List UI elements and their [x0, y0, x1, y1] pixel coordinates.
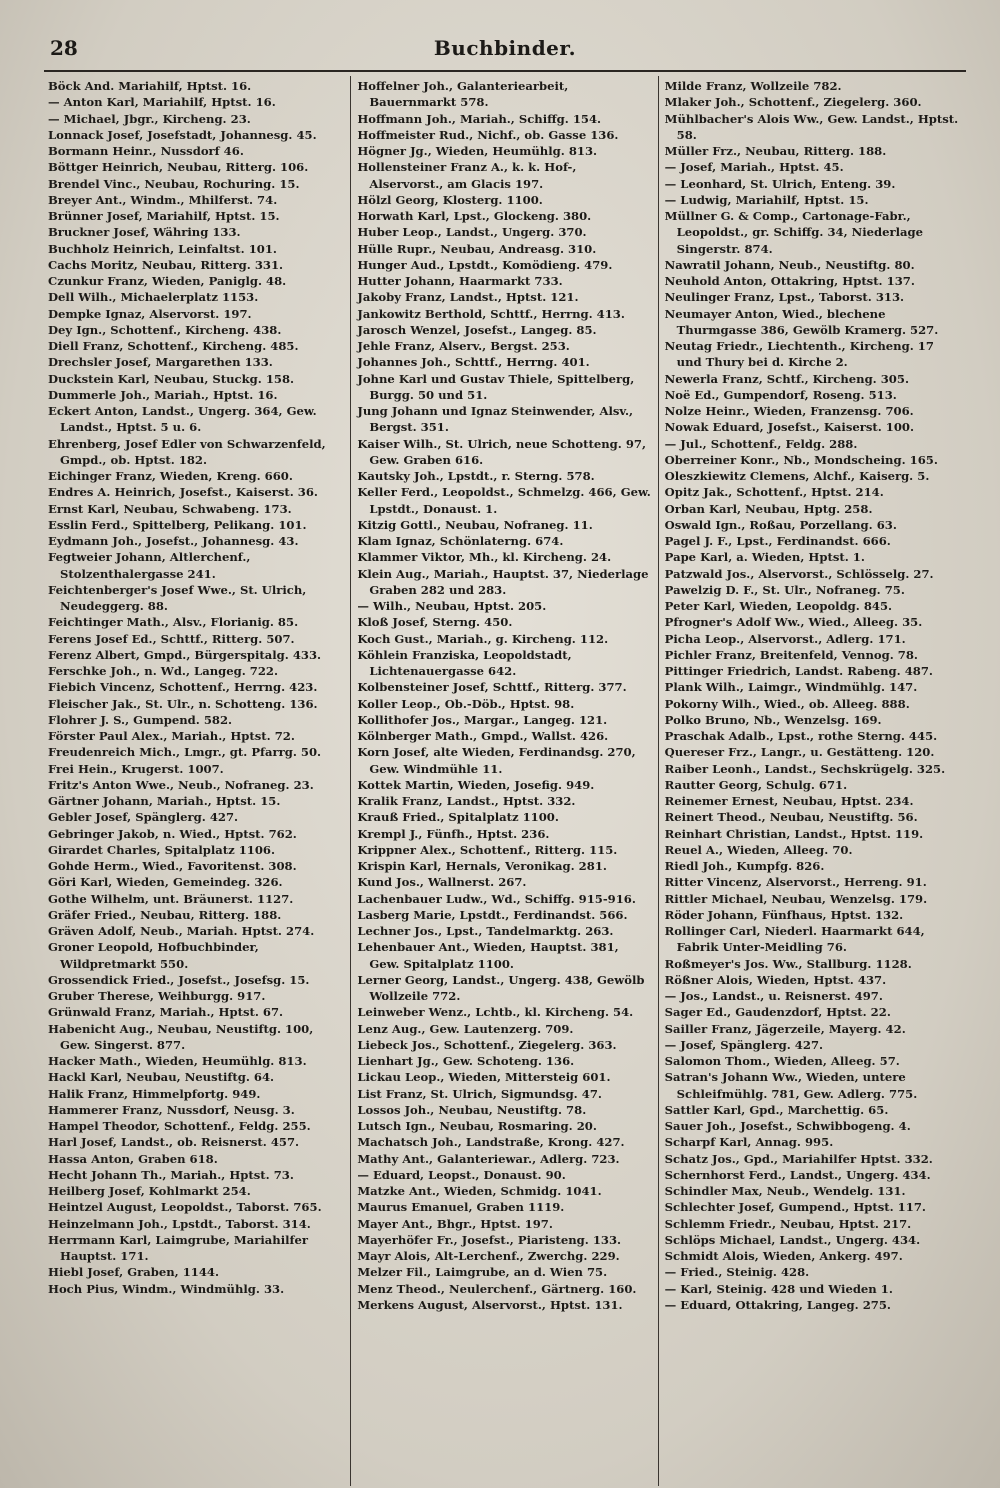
directory-entry: Fiebich Vincenz, Schottenf., Herrng. 423.: [48, 680, 318, 695]
directory-entry: Feichtinger Math., Alsv., Florianig. 85.: [48, 615, 299, 630]
directory-entry: Krippner Alex., Schottenf., Ritterg. 115.: [357, 842, 618, 857]
directory-entry: Merkens August, Alservorst., Hptst. 131.: [357, 1297, 623, 1312]
directory-entry: Johne Karl und Gustav Thiele, Spittelberg, Burgg. 50 und 51.: [357, 371, 635, 402]
directory-entry: Buchholz Heinrich, Leinfaltst. 101.: [48, 241, 277, 256]
directory-entry: Pagel J. F., Lpst., Ferdinandst. 666.: [664, 534, 891, 548]
directory-entry: Krempl J., Fünfh., Hptst. 236.: [357, 826, 550, 841]
directory-entry: Kloß Josef, Sterng. 450.: [357, 615, 513, 630]
directory-entry: Hoffelner Joh., Galanteriearbeit, Bauernmarkt 578.: [357, 79, 569, 110]
directory-entry: Neumayer Anton, Wied., blechene Thurmgasse 386, Gewölb Kramerg. 527.: [664, 306, 939, 337]
directory-entry: Koch Gust., Mariah., g. Kircheng. 112.: [357, 631, 609, 646]
directory-entry: Heinzelmann Joh., Lpstdt., Taborst. 314.: [48, 1216, 311, 1231]
directory-entry: Lutsch Ign., Neubau, Rosmaring. 20.: [357, 1119, 597, 1133]
directory-entry: Hecht Johann Th., Mariah., Hptst. 73.: [48, 1167, 294, 1182]
column-right: [659, 76, 966, 1486]
directory-entry: Lachenbauer Ludw., Wd., Schiffg. 915-916.: [357, 891, 636, 906]
directory-entry: Ritter Vincenz, Alservorst., Herreng. 91.: [664, 875, 927, 890]
directory-entry: Ernst Karl, Neubau, Schwabeng. 173.: [48, 501, 292, 516]
directory-entry: Mathy Ant., Galanteriewar., Adlerg. 723.: [357, 1151, 620, 1166]
directory-entry: Hunger Aud., Lpstdt., Komödieng. 479.: [357, 257, 613, 272]
directory-entry: Hollensteiner Franz A., k. k. Hof-, Alservorst., am Glacis 197.: [357, 160, 577, 191]
directory-entry: Kautsky Joh., Lpstdt., r. Sterng. 578.: [357, 469, 595, 483]
directory-entry: Breyer Ant., Windm., Mhilferst. 74.: [48, 192, 278, 207]
directory-entry: Matzke Ant., Wieden, Schmidg. 1041.: [357, 1184, 602, 1198]
directory-entry: Ferschke Joh., n. Wd., Langeg. 722.: [48, 664, 279, 678]
directory-entry: Mayerhöfer Fr., Josefst., Piaristeng. 133.: [357, 1232, 622, 1247]
directory-entry: Jankowitz Berthold, Schttf., Herrng. 413.: [357, 306, 625, 321]
directory-entry: Esslin Ferd., Spittelberg, Pelikang. 101.: [48, 517, 307, 532]
directory-entry: Peter Karl, Wieden, Leopoldg. 845.: [664, 599, 893, 613]
directory-entry: Grünwald Franz, Mariah., Hptst. 67.: [48, 1005, 284, 1020]
directory-entry: Leinweber Wenz., Lchtb., kl. Kircheng. 54.: [357, 1005, 634, 1020]
directory-entry: Herrmann Karl, Laimgrube, Mariahilfer Hauptst. 171.: [48, 1232, 309, 1263]
directory-entry: Rittler Michael, Neubau, Wenzelsg. 179.: [664, 891, 928, 906]
directory-entry: Müller Frz., Neubau, Ritterg. 188.: [664, 144, 887, 158]
directory-entry: Bormann Heinr., Nussdorf 46.: [48, 144, 244, 158]
directory-entry: Roßmeyer's Jos. Ww., Stallburg. 1128.: [664, 956, 912, 971]
directory-entry: Ehrenberg, Josef Edler von Schwarzenfeld, Gmpd., ob. Hptst. 182.: [48, 436, 326, 467]
directory-entry: — Anton Karl, Mariahilf, Hptst. 16.: [48, 95, 276, 110]
directory-entry: Köhlein Franziska, Leopoldstadt, Lichtenauergasse 642.: [357, 647, 572, 678]
directory-entry: Lonnack Josef, Josefstadt, Johannesg. 45.: [48, 127, 317, 142]
directory-entry: Jarosch Wenzel, Josefst., Langeg. 85.: [357, 322, 597, 337]
directory-entry: Oberreiner Konr., Nb., Mondscheing. 165.: [664, 452, 938, 467]
directory-entry: — Eduard, Leopst., Donaust. 90.: [357, 1167, 566, 1182]
directory-entry: Lienhart Jg., Gew. Schoteng. 136.: [357, 1054, 575, 1068]
directory-entry: Neuhold Anton, Ottakring, Hptst. 137.: [664, 274, 915, 288]
directory-entry: Jehle Franz, Alserv., Bergst. 253.: [357, 339, 570, 353]
directory-entry: Högner Jg., Wieden, Heumühlg. 813.: [357, 144, 598, 158]
directory-entry: Lickau Leop., Wieden, Mittersteig 601.: [357, 1070, 611, 1085]
directory-entry: Groner Leopold, Hofbuchbinder, Wildpretmarkt 550.: [48, 940, 259, 971]
directory-entry: Dummerle Joh., Mariah., Hptst. 16.: [48, 387, 278, 402]
directory-entry: Neutag Friedr., Liechtenth., Kircheng. 17 und Thury bei d. Kirche 2.: [664, 339, 934, 370]
directory-entry: Böttger Heinrich, Neubau, Ritterg. 106.: [48, 160, 309, 175]
directory-entry: — Wilh., Neubau, Hptst. 205.: [357, 599, 547, 613]
directory-entry: Endres A. Heinrich, Josefst., Kaiserst. 36.: [48, 485, 318, 500]
directory-entry: Rollinger Carl, Niederl. Haarmarkt 644, Fabrik Unter-Meidling 76.: [664, 924, 925, 955]
directory-entry: Hutter Johann, Haarmarkt 733.: [357, 274, 563, 288]
directory-entry: Pittinger Friedrich, Landst. Rabeng. 487.: [664, 664, 933, 678]
directory-entry: Gärtner Johann, Mariah., Hptst. 15.: [48, 794, 281, 808]
directory-entry: Lossos Joh., Neubau, Neustiftg. 78.: [357, 1102, 587, 1117]
directory-entry: Grossendick Fried., Josefst., Josefsg. 15.: [48, 972, 310, 987]
directory-entry: Oleszkiewitz Clemens, Alchf., Kaiserg. 5.: [664, 469, 930, 483]
directory-entry: Hoch Pius, Windm., Windmühlg. 33.: [48, 1281, 285, 1296]
directory-entry: Milde Franz, Wollzeile 782.: [664, 79, 842, 93]
directory-entry: Cachs Moritz, Neubau, Ritterg. 331.: [48, 257, 284, 272]
directory-entry: — Michael, Jbgr., Kircheng. 23.: [48, 111, 251, 126]
directory-entry: Pawelzig D. F., St. Ulr., Nofraneg. 75.: [664, 582, 905, 597]
directory-entry: Duckstein Karl, Neubau, Stuckg. 158.: [48, 371, 295, 386]
directory-entry: Kottek Martin, Wieden, Josefig. 949.: [357, 777, 595, 792]
directory-entry: Hackl Karl, Neubau, Neustiftg. 64.: [48, 1070, 275, 1085]
directory-entry: Polko Bruno, Nb., Wenzelsg. 169.: [664, 712, 882, 727]
directory-entry: — Josef, Spänglerg. 427.: [664, 1037, 824, 1052]
directory-entry: Satran's Johann Ww., Wieden, untere Schleifmühlg. 781, Gew. Adlerg. 775.: [664, 1070, 918, 1101]
directory-entry: Newerla Franz, Schtf., Kircheng. 305.: [664, 371, 909, 386]
directory-entry: Czunkur Franz, Wieden, Paniglg. 48.: [48, 274, 287, 288]
directory-entry: Nowak Eduard, Josefst., Kaiserst. 100.: [664, 420, 915, 435]
directory-entry: Quereser Frz., Langr., u. Gestätteng. 120.: [664, 745, 935, 760]
directory-entry: List Franz, St. Ulrich, Sigmundsg. 47.: [357, 1086, 602, 1101]
directory-entry: Koller Leop., Ob.-Döb., Hptst. 98.: [357, 696, 575, 711]
directory-entry: Schlemm Friedr., Neubau, Hptst. 217.: [664, 1216, 912, 1231]
directory-entry: Nolze Heinr., Wieden, Franzensg. 706.: [664, 404, 914, 418]
directory-entry: Pape Karl, a. Wieden, Hptst. 1.: [664, 550, 865, 565]
directory-entry: Bruckner Josef, Währing 133.: [48, 225, 241, 240]
directory-entry: Kölnberger Math., Gmpd., Wallst. 426.: [357, 729, 609, 743]
directory-entry: — Eduard, Ottakring, Langeg. 275.: [664, 1297, 891, 1312]
directory-entry: Kralik Franz, Landst., Hptst. 332.: [357, 794, 576, 808]
directory-entry: Raiber Leonh., Landst., Sechskrügelg. 325.: [664, 761, 946, 776]
directory-entry: Korn Josef, alte Wieden, Ferdinandsg. 270, Gew. Windmühle 11.: [357, 745, 636, 776]
directory-entry: Eydmann Joh., Josefst., Johannesg. 43.: [48, 534, 299, 548]
directory-entry: Schlechter Josef, Gumpend., Hptst. 117.: [664, 1200, 926, 1215]
directory-entry: Gebler Josef, Spänglerg. 427.: [48, 810, 239, 825]
directory-entry: Orban Karl, Neubau, Hptg. 258.: [664, 501, 873, 516]
directory-entry: Hülle Rupr., Neubau, Andreasg. 310.: [357, 241, 597, 256]
directory-entry: Müllner G. & Comp., Cartonage-Fabr., Leopoldst., gr. Schiffg. 34, Niederlage Singerstr. 874.: [664, 209, 924, 256]
directory-entry: Sager Ed., Gaudenzdorf, Hptst. 22.: [664, 1005, 891, 1020]
directory-entry: Lasberg Marie, Lpstdt., Ferdinandst. 566.: [357, 907, 628, 922]
directory-entry: Flohrer J. S., Gumpend. 582.: [48, 712, 233, 727]
directory-entry: Oswald Ign., Roßau, Porzellang. 63.: [664, 517, 897, 532]
directory-entry: Röder Johann, Fünfhaus, Hptst. 132.: [664, 907, 904, 922]
directory-entry: Mayr Alois, Alt-Lerchenf., Zwerchg. 229.: [357, 1249, 620, 1263]
directory-entry: Machatsch Joh., Landstraße, Krong. 427.: [357, 1135, 625, 1150]
directory-entry: Ferens Josef Ed., Schttf., Ritterg. 507.: [48, 631, 295, 646]
directory-entry: Plank Wilh., Laimgr., Windmühlg. 147.: [664, 680, 918, 695]
directory-entry: — Fried., Steinig. 428.: [664, 1265, 810, 1280]
directory-entry: Praschak Adalb., Lpst., rothe Sterng. 445.: [664, 729, 938, 743]
directory-entry: Reinemer Ernest, Neubau, Hptst. 234.: [664, 794, 914, 808]
directory-entry: Krauß Fried., Spitalplatz 1100.: [357, 810, 559, 825]
directory-entry: Schlöps Michael, Landst., Ungerg. 434.: [664, 1232, 921, 1247]
page-header: [44, 30, 966, 72]
directory-entry: — Jul., Schottenf., Feldg. 288.: [664, 436, 858, 451]
directory-entry: — Leonhard, St. Ulrich, Enteng. 39.: [664, 176, 896, 191]
directory-entry: Reuel A., Wieden, Alleeg. 70.: [664, 842, 853, 857]
directory-entry: Brendel Vinc., Neubau, Rochuring. 15.: [48, 176, 300, 191]
directory-entry: Sailler Franz, Jägerzeile, Mayerg. 42.: [664, 1021, 906, 1036]
directory-entry: Gohde Herm., Wied., Favoritenst. 308.: [48, 859, 297, 873]
directory-entry: Johannes Joh., Schttf., Herrng. 401.: [357, 355, 590, 370]
directory-entry: Feichtenberger's Josef Wwe., St. Ulrich, Neudeggerg. 88.: [48, 582, 307, 613]
directory-entry: Fritz's Anton Wwe., Neub., Nofraneg. 23.: [48, 777, 314, 792]
directory-entry: — Jos., Landst., u. Reisnerst. 497.: [664, 989, 883, 1003]
directory-entry: Kitzig Gottl., Neubau, Nofraneg. 11.: [357, 517, 593, 532]
directory-entry: Dempke Ignaz, Alservorst. 197.: [48, 306, 252, 321]
directory-entry: Hiebl Josef, Graben, 1144.: [48, 1265, 220, 1280]
directory-entry: Picha Leop., Alservorst., Adlerg. 171.: [664, 631, 906, 646]
directory-entry: Dell Wilh., Michaelerplatz 1153.: [48, 290, 259, 305]
directory-entry: Kolbensteiner Josef, Schttf., Ritterg. 377.: [357, 680, 627, 695]
directory-entry: Pichler Franz, Breitenfeld, Vennog. 78.: [664, 647, 918, 662]
directory-entry: Kollithofer Jos., Margar., Langeg. 121.: [357, 712, 608, 727]
directory-entry: Jung Johann und Ignaz Steinwender, Alsv., Bergst. 351.: [357, 404, 634, 435]
column-left: [44, 76, 351, 1486]
directory-entry: Schernhorst Ferd., Landst., Ungerg. 434.: [664, 1167, 931, 1182]
directory-entry: Liebeck Jos., Schottenf., Ziegelerg. 363.: [357, 1037, 617, 1052]
directory-columns: [44, 76, 966, 1486]
directory-entry: Pokorny Wilh., Wied., ob. Alleeg. 888.: [664, 696, 910, 711]
directory-entry: — Ludwig, Mariahilf, Hptst. 15.: [664, 192, 869, 207]
directory-entry: Lechner Jos., Lpst., Tandelmarktg. 263.: [357, 924, 614, 938]
page-number: 28: [50, 36, 78, 60]
directory-entry: Reinert Theod., Neubau, Neustiftg. 56.: [664, 810, 918, 825]
directory-entry: Mayer Ant., Bhgr., Hptst. 197.: [357, 1216, 553, 1231]
directory-entry: Gräven Adolf, Neub., Mariah. Hptst. 274.: [48, 924, 315, 938]
directory-entry: Gebringer Jakob, n. Wied., Hptst. 762.: [48, 826, 297, 841]
directory-entry: Girardet Charles, Spitalplatz 1106.: [48, 842, 276, 857]
directory-entry: Frei Hein., Krugerst. 1007.: [48, 761, 224, 776]
directory-entry: Förster Paul Alex., Mariah., Hptst. 72.: [48, 729, 295, 743]
directory-entry: Melzer Fil., Laimgrube, an d. Wien 75.: [357, 1265, 608, 1280]
directory-entry: Hoffmeister Rud., Nichf., ob. Gasse 136.: [357, 127, 619, 142]
directory-entry: Hölzl Georg, Klosterg. 1100.: [357, 192, 543, 207]
directory-entry: — Karl, Steinig. 428 und Wieden 1.: [664, 1281, 893, 1296]
directory-entry: Klein Aug., Mariah., Hauptst. 37, Niederlage Graben 282 und 283.: [357, 566, 649, 597]
directory-entry: Menz Theod., Neulerchenf., Gärtnerg. 160.: [357, 1281, 637, 1296]
directory-entry: Klam Ignaz, Schönlaterng. 674.: [357, 534, 564, 548]
directory-entry: Kund Jos., Wallnerst. 267.: [357, 875, 527, 890]
directory-entry: Gothe Wilhelm, unt. Bräunerst. 1127.: [48, 891, 294, 906]
directory-entry: Dey Ign., Schottenf., Kircheng. 438.: [48, 322, 282, 337]
directory-entry: Mlaker Joh., Schottenf., Ziegelerg. 360.: [664, 95, 922, 110]
directory-entry: Riedl Joh., Kumpfg. 826.: [664, 859, 825, 873]
directory-entry: Diell Franz, Schottenf., Kircheng. 485.: [48, 339, 299, 353]
directory-entry: Hacker Math., Wieden, Heumühlg. 813.: [48, 1054, 307, 1068]
directory-entry: Drechsler Josef, Margarethen 133.: [48, 355, 273, 370]
directory-entry: Schatz Jos., Gpd., Mariahilfer Hptst. 332.: [664, 1151, 933, 1166]
directory-entry: Fegtweier Johann, Altlerchenf., Stolzenthalergasse 241.: [48, 550, 251, 581]
directory-entry: Pfrogner's Adolf Ww., Wied., Alleeg. 35.: [664, 615, 923, 630]
directory-entry: Harl Josef, Landst., ob. Reisnerst. 457.: [48, 1135, 300, 1150]
directory-entry: Huber Leop., Landst., Ungerg. 370.: [357, 225, 587, 240]
directory-entry: Gräfer Fried., Neubau, Ritterg. 188.: [48, 907, 282, 922]
directory-entry: Göri Karl, Wieden, Gemeindeg. 326.: [48, 875, 283, 890]
directory-entry: Sattler Karl, Gpd., Marchettig. 65.: [664, 1102, 889, 1117]
directory-entry: Heintzel August, Leopoldst., Taborst. 765.: [48, 1200, 322, 1215]
directory-entry: Böck And. Mariahilf, Hptst. 16.: [48, 79, 252, 93]
directory-entry: Opitz Jak., Schottenf., Hptst. 214.: [664, 485, 884, 500]
directory-entry: Keller Ferd., Leopoldst., Schmelzg. 466, Gew. Lpstdt., Donaust. 1.: [357, 485, 651, 516]
directory-entry: Habenicht Aug., Neubau, Neustiftg. 100, Gew. Singerst. 877.: [48, 1021, 314, 1052]
running-head: Buchbinder.: [433, 36, 577, 60]
directory-entry: Ferenz Albert, Gmpd., Bürgerspitalg. 433.: [48, 647, 322, 662]
directory-entry: Patzwald Jos., Alservorst., Schlösselg. 27.: [664, 566, 934, 581]
directory-entry: Scharpf Karl, Annag. 995.: [664, 1135, 834, 1150]
directory-entry: Hampel Theodor, Schottenf., Feldg. 255.: [48, 1119, 311, 1133]
directory-entry: Freudenreich Mich., Lmgr., gt. Pfarrg. 50.: [48, 745, 322, 760]
directory-entry: Hassa Anton, Graben 618.: [48, 1151, 218, 1166]
directory-entry: Schmidt Alois, Wieden, Ankerg. 497.: [664, 1249, 903, 1263]
directory-entry: Lenz Aug., Gew. Lautenzerg. 709.: [357, 1021, 574, 1036]
directory-entry: Salomon Thom., Wieden, Alleeg. 57.: [664, 1054, 900, 1068]
directory-entry: Brünner Josef, Mariahilf, Hptst. 15.: [48, 209, 280, 223]
directory-entry: Sauer Joh., Josefst., Schwibbogeng. 4.: [664, 1119, 911, 1133]
directory-entry: Lehenbauer Ant., Wieden, Hauptst. 381, Gew. Spitalplatz 1100.: [357, 940, 619, 971]
directory-entry: Horwath Karl, Lpst., Glockeng. 380.: [357, 209, 592, 223]
directory-entry: Maurus Emanuel, Graben 1119.: [357, 1200, 565, 1215]
directory-entry: Hammerer Franz, Nussdorf, Neusg. 3.: [48, 1102, 295, 1117]
directory-entry: Mühlbacher's Alois Ww., Gew. Landst., Hptst. 58.: [664, 111, 959, 142]
directory-entry: Nawratil Johann, Neub., Neustiftg. 80.: [664, 257, 915, 272]
directory-entry: Fleischer Jak., St. Ulr., n. Schotteng. 136.: [48, 696, 318, 711]
column-middle: [351, 76, 658, 1486]
directory-entry: Hoffmann Joh., Mariah., Schiffg. 154.: [357, 111, 602, 126]
directory-entry: Krispin Karl, Hernals, Veronikag. 281.: [357, 859, 607, 873]
directory-entry: — Josef, Mariah., Hptst. 45.: [664, 160, 844, 175]
directory-entry: Reinhart Christian, Landst., Hptst. 119.: [664, 826, 924, 841]
directory-entry: Jakoby Franz, Landst., Hptst. 121.: [357, 290, 579, 305]
directory-entry: Kaiser Wilh., St. Ulrich, neue Schotteng. 97, Gew. Graben 616.: [357, 436, 647, 467]
directory-entry: Lerner Georg, Landst., Ungerg. 438, Gewölb Wollzeile 772.: [357, 972, 645, 1003]
directory-entry: Halik Franz, Himmelpfortg. 949.: [48, 1086, 261, 1101]
directory-entry: Eichinger Franz, Wieden, Kreng. 660.: [48, 469, 293, 483]
directory-entry: Schindler Max, Neub., Wendelg. 131.: [664, 1184, 906, 1198]
directory-entry: Gruber Therese, Weihburgg. 917.: [48, 989, 266, 1003]
directory-entry: Heilberg Josef, Kohlmarkt 254.: [48, 1184, 251, 1198]
directory-entry: Neulinger Franz, Lpst., Taborst. 313.: [664, 290, 905, 305]
directory-entry: Eckert Anton, Landst., Ungerg. 364, Gew. Landst., Hptst. 5 u. 6.: [48, 404, 317, 435]
directory-entry: Noë Ed., Gumpendorf, Roseng. 513.: [664, 387, 897, 402]
directory-entry: Rautter Georg, Schulg. 671.: [664, 777, 848, 792]
directory-entry: Rößner Alois, Wieden, Hptst. 437.: [664, 972, 887, 987]
directory-entry: Klammer Viktor, Mh., kl. Kircheng. 24.: [357, 550, 612, 565]
